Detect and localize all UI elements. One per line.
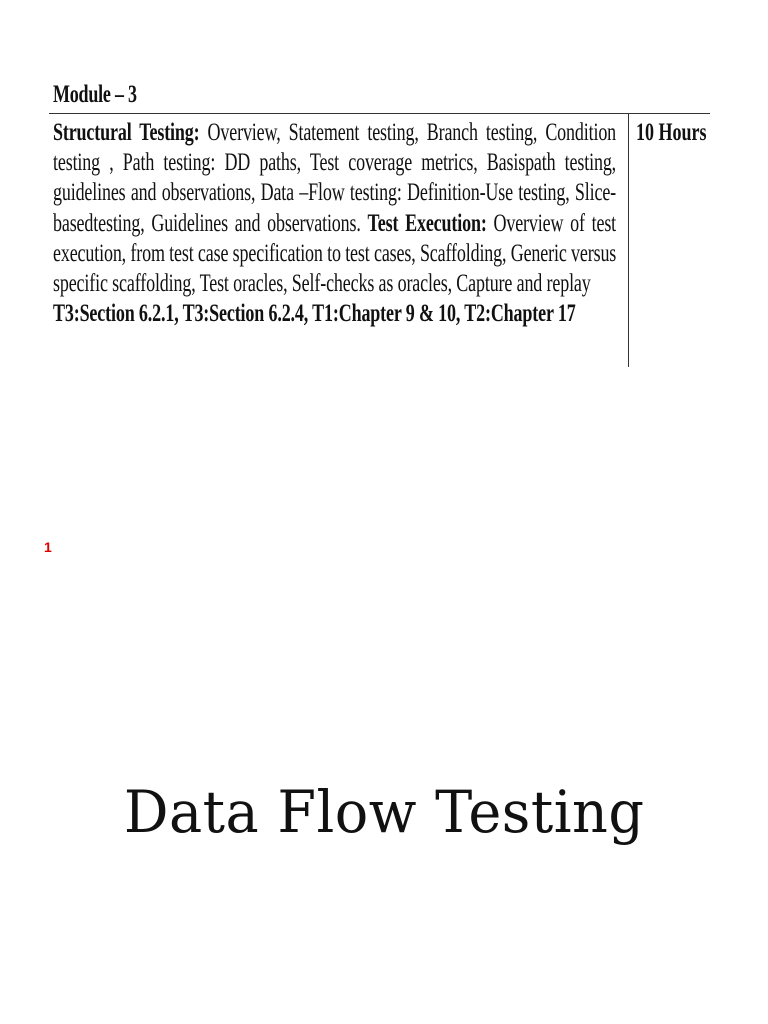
syllabus-text: specific scaffolding, Test oracles, Self-checks as oracles, Capture and replay [53,270,591,298]
syllabus-line [53,148,616,178]
syllabus-text: Overview, Statement testing, Branch testing, Condition [199,119,617,146]
syllabus-bold-text: Test Execution: [367,209,487,237]
syllabus-line [53,239,616,269]
syllabus-line [53,178,616,208]
syllabus-text: execution, from test case specification to test cases, Scaffolding, Generic versus [53,239,617,267]
syllabus-line [53,299,616,329]
syllabus-content-cell [53,118,616,329]
syllabus-bold-text: T3:Section 6.2.1, T3:Section 6.2.4, T1:Chapter 9 & 10, T2:Chapter 17 [53,300,576,328]
syllabus-bold-text: Structural Testing: [53,119,200,146]
slide-title-text: Data Flow Testing [123,778,645,846]
syllabus-text: Overview of test [486,209,617,237]
syllabus-line [53,269,616,299]
syllabus-table [49,113,710,367]
hours-cell: 10 Hours [636,119,707,146]
syllabus-text: basedtesting, Guidelines and observations. [53,209,368,237]
syllabus-line [53,209,616,239]
slide-title [0,778,768,846]
syllabus-line [53,118,616,148]
column-divider [628,114,629,367]
page-number: 1 [44,539,52,555]
syllabus-text: testing , Path testing: DD paths, Test coverage metrics, Basispath testing, [53,149,617,177]
module-heading: Module – 3 [53,81,137,108]
syllabus-text: guidelines and observations, Data –Flow testing: Definition-Use testing, Slice- [53,179,617,207]
